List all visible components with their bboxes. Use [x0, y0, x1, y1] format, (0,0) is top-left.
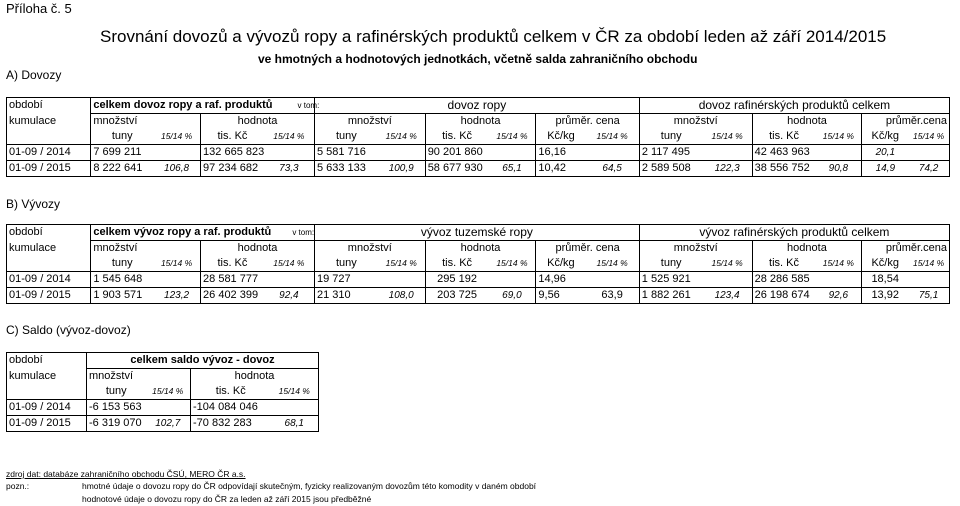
pct-cell: 65,1: [488, 161, 535, 177]
note-line-1: hmotné údaje o dovozu ropy do ČR odpovídají skutečným, fyzicky realizovaným dovozům této komodity v daném období: [82, 481, 537, 491]
table-row: [7, 161, 950, 177]
unit-tuny: tuny: [639, 129, 702, 145]
col-hodnota: hodnota: [752, 241, 862, 257]
unit-pct: 15/14 %: [153, 129, 200, 145]
unit-tuny: tuny: [639, 256, 702, 272]
obdobi-label: období: [7, 225, 91, 241]
pct-cell: [703, 145, 753, 161]
col-mnozstvi: množství: [91, 241, 201, 257]
col-prumer-cena: průměr.cena: [862, 241, 950, 257]
imports-crude-group: dovoz ropy: [314, 98, 639, 114]
table-row: [7, 288, 950, 304]
balance-table: [6, 352, 319, 432]
value-cell: 1 882 261: [639, 288, 702, 304]
kumulace-label: kumulace: [7, 114, 91, 130]
value-cell: 132 665 823: [201, 145, 264, 161]
pct-cell: 92,6: [815, 288, 861, 304]
unit-tuny: tuny: [314, 129, 377, 145]
pct-cell: 92,4: [264, 288, 315, 304]
value-cell: 18,54: [862, 272, 908, 288]
balance-header-row-1: [7, 353, 319, 369]
exports-total-group-label: celkem vývoz ropy a raf. produktů: [93, 226, 272, 238]
table-row: [7, 400, 319, 416]
col-mnozstvi: množství: [87, 369, 191, 385]
pct-cell: [585, 272, 639, 288]
pct-cell: [488, 145, 535, 161]
unit-tuny: tuny: [91, 256, 153, 272]
obdobi-label: období: [7, 353, 87, 369]
imports-header-row-1: [7, 98, 950, 114]
imports-header-row-3: [7, 129, 950, 145]
pct-cell: 122,3: [703, 161, 753, 177]
table-row: [7, 272, 950, 288]
value-cell: 295 192: [425, 272, 488, 288]
value-cell: 1 903 571: [91, 288, 153, 304]
period-cell: 01-09 / 2014: [7, 145, 91, 161]
pct-cell: 68,1: [271, 416, 319, 432]
balance-header-row-3: [7, 384, 319, 400]
unit-tis-kc: tis. Kč: [201, 129, 264, 145]
balance-total-group-label: celkem saldo vývoz - dovoz: [130, 354, 275, 366]
value-cell: 9,56: [536, 288, 586, 304]
col-hodnota: hodnota: [201, 114, 315, 130]
pct-cell: [908, 272, 949, 288]
unit-pct: 15/14 %: [703, 256, 753, 272]
annex-label: Příloha č. 5: [6, 1, 72, 16]
pct-cell: 123,4: [703, 288, 753, 304]
unit-kc-kg: Kč/kg: [536, 129, 586, 145]
source-note: zdroj dat: databáze zahraničního obchodu ČSÚ, MERO ČR a.s.: [6, 469, 246, 479]
imports-total-group: [91, 98, 320, 114]
col-mnozstvi: množství: [639, 241, 752, 257]
value-cell: -6 319 070: [87, 416, 146, 432]
exports-refined-group: vývoz rafinérských produktů celkem: [639, 225, 949, 241]
value-cell: 38 556 752: [752, 161, 815, 177]
obdobi-label: období: [7, 98, 91, 114]
balance-header-row-2: [7, 369, 319, 385]
col-mnozstvi: množství: [639, 114, 752, 130]
value-cell: -104 084 046: [191, 400, 271, 416]
pct-cell: [264, 272, 315, 288]
unit-pct: 15/14 %: [271, 384, 319, 400]
table-row: [7, 145, 950, 161]
period-cell: 01-09 / 2014: [7, 400, 87, 416]
value-cell: -6 153 563: [87, 400, 146, 416]
pct-cell: [378, 272, 425, 288]
value-cell: 8 222 641: [91, 161, 153, 177]
unit-tis-kc: tis. Kč: [201, 256, 264, 272]
page-title: Srovnání dovozů a vývozů ropy a rafinérských produktů celkem v ČR za období leden až září 2014/2015: [100, 27, 887, 46]
unit-tis-kc: tis. Kč: [425, 129, 488, 145]
pct-cell: [271, 400, 319, 416]
value-cell: 26 402 399: [201, 288, 264, 304]
exports-total-group: [91, 225, 315, 241]
value-cell: 90 201 860: [425, 145, 488, 161]
pct-cell: [815, 145, 861, 161]
col-mnozstvi: množství: [314, 241, 425, 257]
period-cell: 01-09 / 2015: [7, 161, 91, 177]
unit-kc-kg: Kč/kg: [862, 256, 908, 272]
imports-total-group-label: celkem dovoz ropy a raf. produktů: [93, 99, 273, 111]
pct-cell: [908, 145, 949, 161]
col-mnozstvi: množství: [314, 114, 425, 130]
period-cell: 01-09 / 2015: [7, 288, 91, 304]
unit-pct: 15/14 %: [908, 129, 949, 145]
unit-tis-kc: tis. Kč: [752, 129, 815, 145]
exports-header-row-3: [7, 256, 950, 272]
value-cell: 28 581 777: [201, 272, 264, 288]
pct-cell: [815, 272, 861, 288]
value-cell: 1 525 921: [639, 272, 702, 288]
unit-pct: 15/14 %: [488, 256, 535, 272]
col-hodnota: hodnota: [425, 241, 536, 257]
pct-cell: 74,2: [908, 161, 949, 177]
value-cell: 5 581 716: [314, 145, 377, 161]
value-cell: 2 117 495: [639, 145, 702, 161]
pct-cell: 64,5: [585, 161, 639, 177]
col-prumer-cena: průměr. cena: [536, 241, 639, 257]
value-cell: -70 832 283: [191, 416, 271, 432]
page-subtitle: ve hmotných a hodnotových jednotkách, včetně salda zahraničního obchodu: [258, 52, 698, 66]
unit-pct: 15/14 %: [153, 256, 200, 272]
unit-pct: 15/14 %: [908, 256, 949, 272]
section-imports-heading: A) Dovozy: [6, 68, 62, 82]
value-cell: 21 310: [314, 288, 377, 304]
kumulace-label: kumulace: [7, 241, 91, 257]
exports-header-row-1: [7, 225, 950, 241]
note-line-2: hodnotové údaje o dovozu ropy do ČR za leden až září 2015 jsou předběžné: [82, 494, 372, 504]
unit-pct: 15/14 %: [815, 256, 861, 272]
unit-pct: 15/14 %: [585, 256, 639, 272]
pct-cell: 108,0: [378, 288, 425, 304]
unit-pct: 15/14 %: [378, 256, 425, 272]
value-cell: 28 286 585: [752, 272, 815, 288]
pct-cell: [146, 400, 191, 416]
imports-table: [6, 97, 950, 177]
table-row: [7, 416, 319, 432]
value-cell: 203 725: [425, 288, 488, 304]
value-cell: 19 727: [314, 272, 377, 288]
exports-header-row-2: [7, 241, 950, 257]
period-cell: 01-09 / 2015: [7, 416, 87, 432]
pct-cell: 90,8: [815, 161, 861, 177]
value-cell: 20,1: [862, 145, 908, 161]
unit-kc-kg: Kč/kg: [536, 256, 586, 272]
col-hodnota: hodnota: [752, 114, 862, 130]
pct-cell: 75,1: [908, 288, 949, 304]
v-tom-label: v tom:: [292, 228, 315, 237]
value-cell: 5 633 133: [314, 161, 377, 177]
unit-tis-kc: tis. Kč: [752, 256, 815, 272]
pct-cell: [153, 145, 200, 161]
value-cell: 1 545 648: [91, 272, 153, 288]
unit-pct: 15/14 %: [378, 129, 425, 145]
unit-pct: 15/14 %: [488, 129, 535, 145]
unit-tis-kc: tis. Kč: [191, 384, 271, 400]
col-hodnota: hodnota: [191, 369, 319, 385]
col-prumer-cena: průměr. cena: [536, 114, 639, 130]
exports-table: [6, 224, 950, 304]
unit-pct: 15/14 %: [703, 129, 753, 145]
exports-crude-group: vývoz tuzemské ropy: [314, 225, 639, 241]
unit-pct: 15/14 %: [815, 129, 861, 145]
pct-cell: [378, 145, 425, 161]
value-cell: 26 198 674: [752, 288, 815, 304]
pct-cell: 100,9: [378, 161, 425, 177]
value-cell: 2 589 508: [639, 161, 702, 177]
value-cell: 14,96: [536, 272, 586, 288]
unit-tuny: tuny: [91, 129, 153, 145]
unit-tis-kc: tis. Kč: [425, 256, 488, 272]
unit-pct: 15/14 %: [264, 129, 315, 145]
unit-pct: 15/14 %: [264, 256, 315, 272]
col-prumer-cena: průměr.cena: [862, 114, 950, 130]
col-hodnota: hodnota: [201, 241, 315, 257]
unit-tuny: tuny: [87, 384, 146, 400]
pct-cell: 69,0: [488, 288, 535, 304]
section-balance-heading: C) Saldo (vývoz-dovoz): [6, 323, 131, 337]
pct-cell: 63,9: [585, 288, 639, 304]
value-cell: 10,42: [536, 161, 586, 177]
pct-cell: [153, 272, 200, 288]
pct-cell: [264, 145, 315, 161]
value-cell: 58 677 930: [425, 161, 488, 177]
col-mnozstvi: množství: [91, 114, 201, 130]
pct-cell: 102,7: [146, 416, 191, 432]
v-tom-label: v tom:: [297, 101, 320, 110]
value-cell: 13,92: [862, 288, 908, 304]
imports-refined-group: dovoz rafinérských produktů celkem: [639, 98, 949, 114]
pct-cell: [703, 272, 753, 288]
unit-pct: 15/14 %: [146, 384, 191, 400]
note-label: pozn.:: [6, 481, 30, 491]
value-cell: 42 463 963: [752, 145, 815, 161]
col-hodnota: hodnota: [425, 114, 536, 130]
kumulace-label: kumulace: [7, 369, 87, 385]
pct-cell: 106,8: [153, 161, 200, 177]
period-cell: 01-09 / 2014: [7, 272, 91, 288]
pct-cell: 123,2: [153, 288, 200, 304]
imports-header-row-2: [7, 114, 950, 130]
value-cell: 16,16: [536, 145, 586, 161]
balance-total-group: [87, 353, 319, 369]
pct-cell: [585, 145, 639, 161]
pct-cell: 73,3: [264, 161, 315, 177]
section-exports-heading: B) Vývozy: [6, 197, 61, 211]
unit-kc-kg: Kč/kg: [862, 129, 908, 145]
value-cell: 7 699 211: [91, 145, 153, 161]
unit-pct: 15/14 %: [585, 129, 639, 145]
value-cell: 97 234 682: [201, 161, 264, 177]
unit-tuny: tuny: [314, 256, 377, 272]
pct-cell: [488, 272, 535, 288]
value-cell: 14,9: [862, 161, 908, 177]
